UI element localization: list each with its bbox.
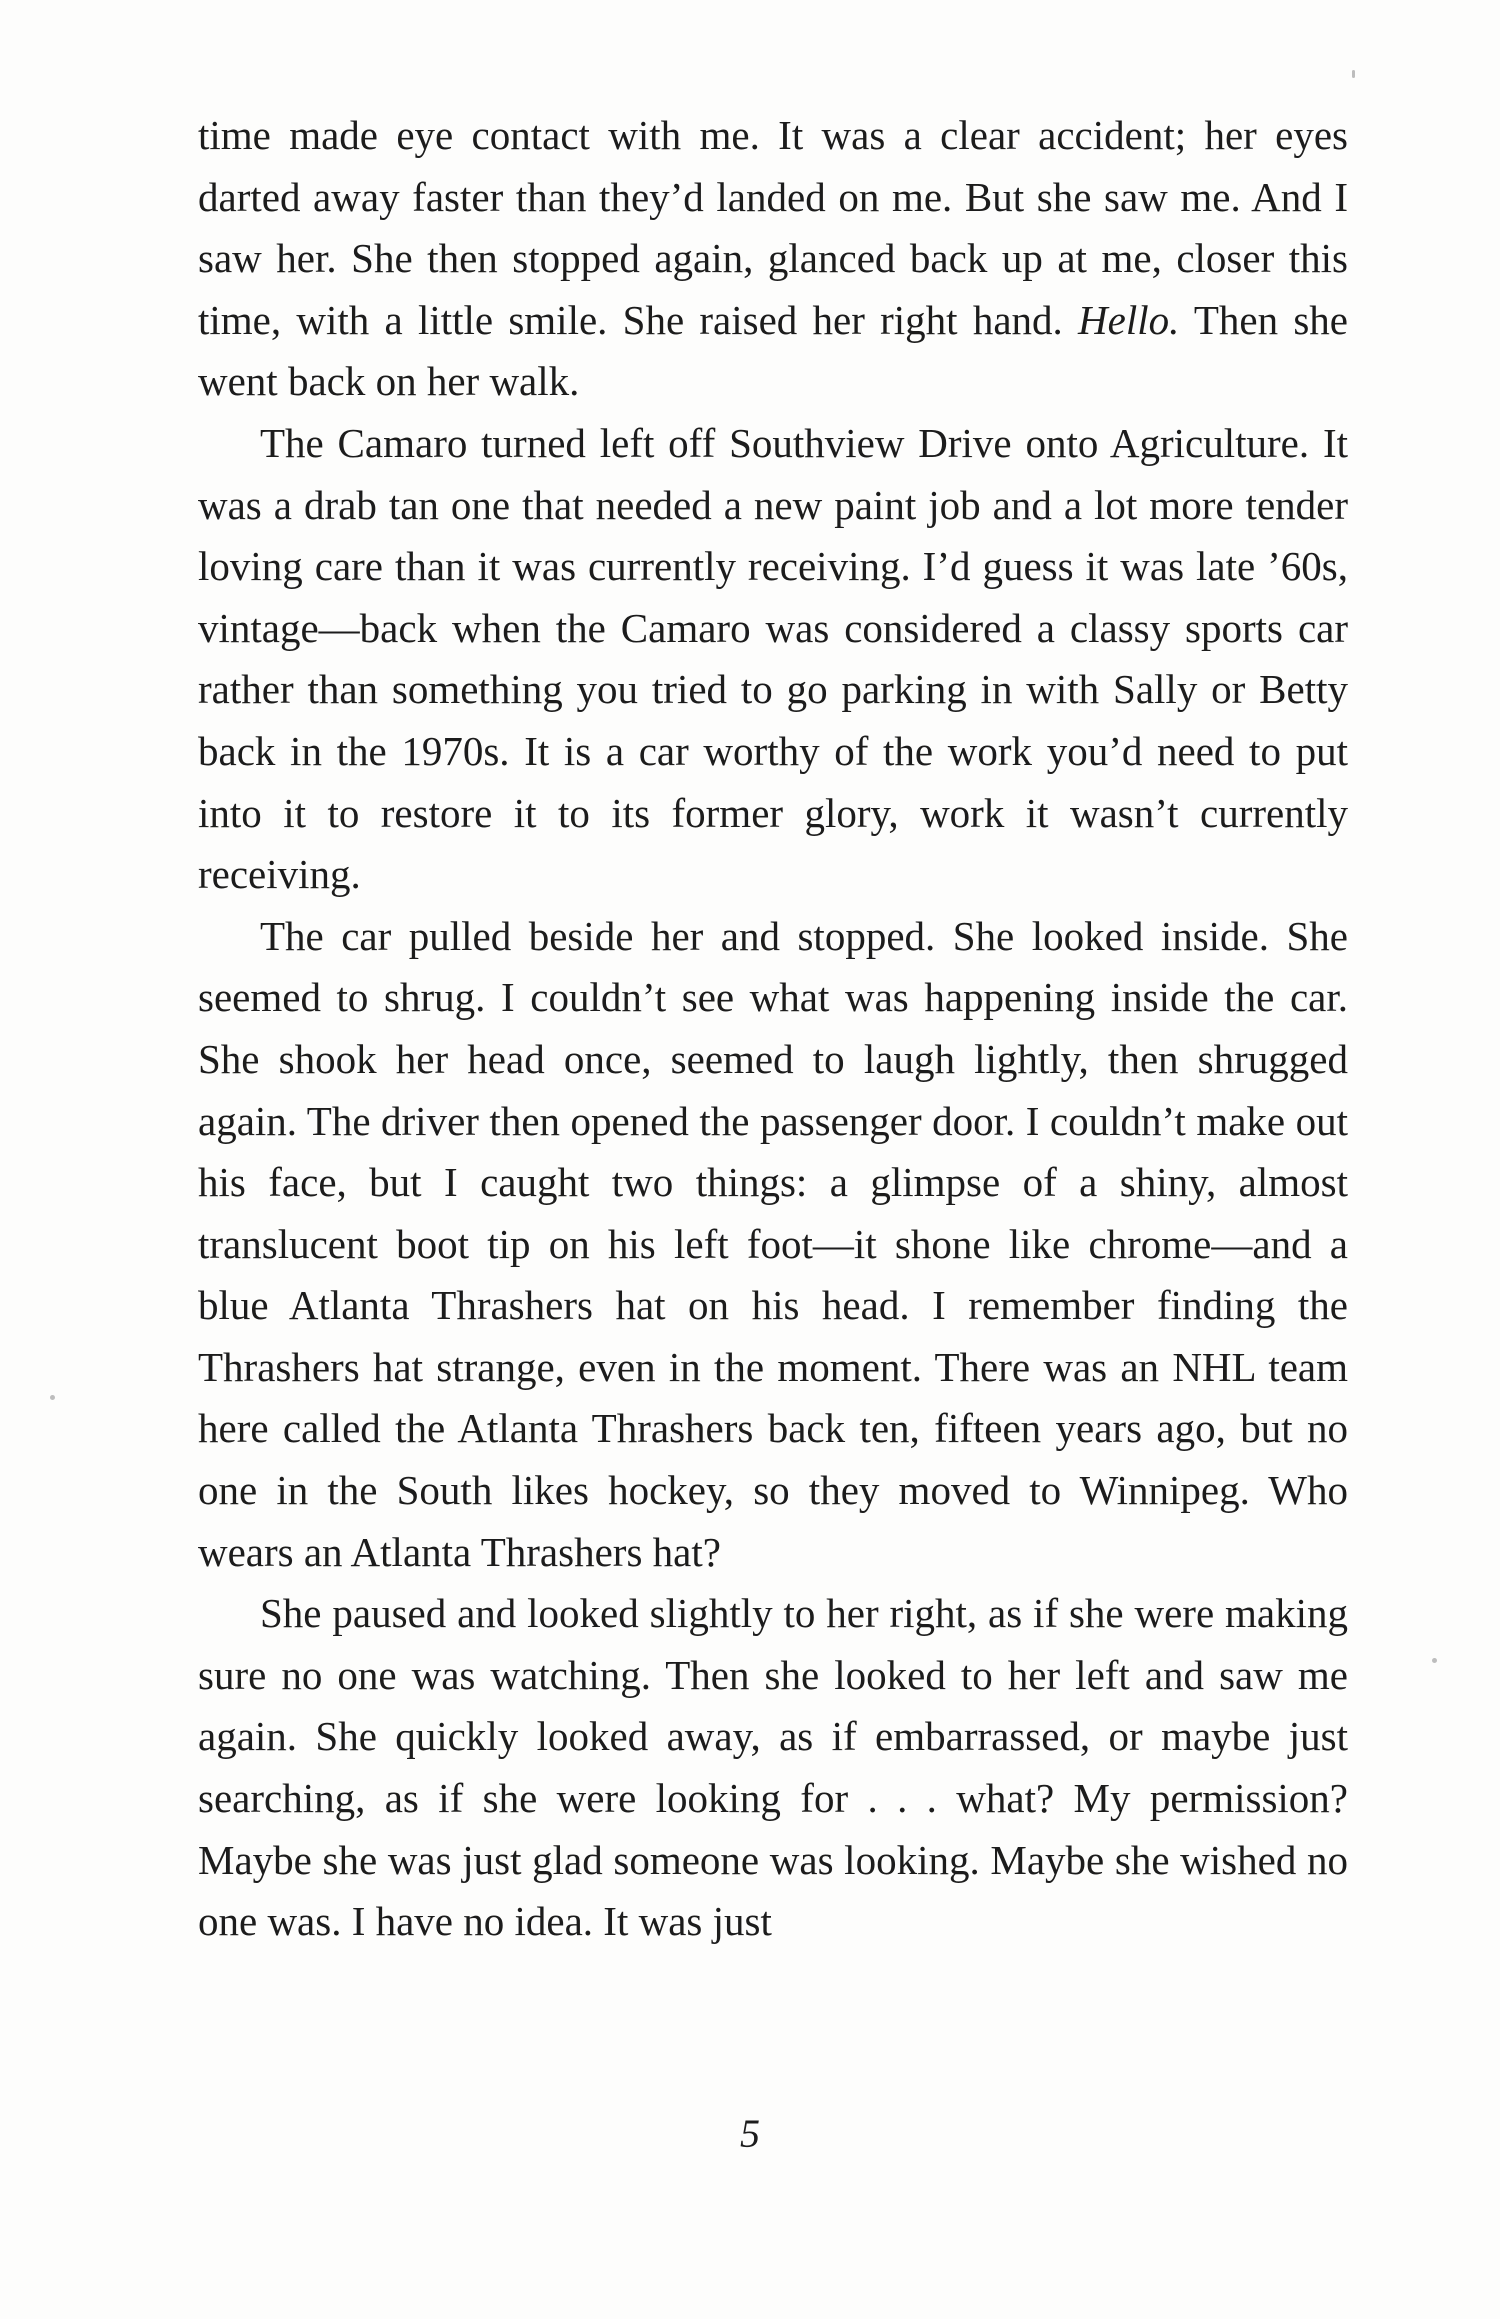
paragraph-1-ending: Then she went back on her walk. (198, 296, 1349, 405)
paragraph-3: The car pulled beside her and stopped. She looked inside. She seemed to shrug. I couldn’t see what was happening inside the car. She shook her head once, seemed to laugh lightly, then shrugged again. The driver then opened the passenger door. I couldn’t make out his face, but I caught two things: a glimpse of a shiny, almost translucent boot tip on his left foot—it shone like chrome—and a blue Atlanta Thrashers hat on his head. I remember finding the Thrashers hat strange, even in the moment. There was an NHL team here called the Atlanta Thrashers back ten, fifteen years ago, but no one in the South likes hockey, so they moved to Winnipeg. Who wears an Atlanta Thrashers hat? (198, 912, 1348, 1575)
paragraph-2: The Camaro turned left off Southview Drive onto Agriculture. It was a drab tan one that needed a new paint job and a lot more tender loving care than it was currently receiving. I’d guess it was late ’60s, vintage—back when the Camaro was considered a classy sports car rather than something you tried to go parking in with Sally or Betty back in the 1970s. It is a car worthy of the work you’d need to put into it to restore it to its former glory, work it wasn’t currently receiving. (198, 419, 1348, 898)
page-number: 5 (740, 2111, 760, 2156)
paragraph-4: She paused and looked slightly to her right, as if she were making sure no one was watching. Then she looked to her left and saw me again. She quickly looked away, as if embarrassed, or maybe just searching, as if she were looking for . . . what? My permission? Maybe she was just glad someone was looking. Maybe she wished no one was. I have no idea. It was just (198, 1590, 1348, 1945)
paragraph-1-text: time made eye contact with me. It was a clear accident; her eyes darted away faster than they’d landed on me. But she saw me. And I saw her. She then stopped again, glanced back up at me, closer this time, with a little smile. She raised her right hand. (198, 112, 1348, 343)
scan-speck (1352, 70, 1355, 78)
paragraph-1 (198, 105, 1348, 413)
body-text (198, 105, 1348, 1953)
hello-italic: Hello. (1078, 296, 1180, 343)
scan-speck (1432, 1658, 1437, 1663)
scan-speck (50, 1395, 55, 1400)
